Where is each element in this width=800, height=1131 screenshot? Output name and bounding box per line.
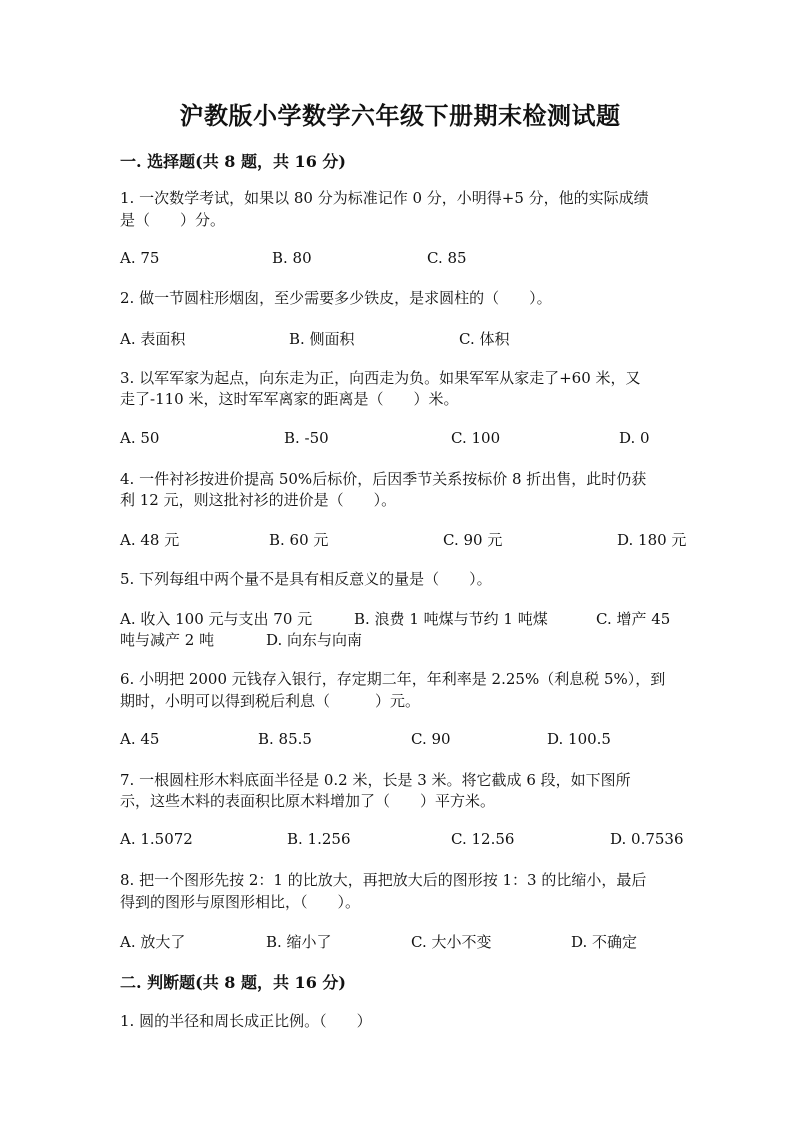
option-c: C. 85: [427, 249, 467, 267]
option-b: B. 1.256: [287, 830, 351, 848]
option-d: D. 向东与向南: [266, 631, 363, 649]
option-d: D. 180 元: [617, 531, 687, 549]
option-c: C. 90: [411, 730, 451, 748]
option-a: A. 45: [120, 730, 160, 748]
option-c: C. 大小不变: [411, 933, 492, 951]
option-c: C. 体积: [459, 330, 510, 348]
option-c-continued: 吨与减产 2 吨: [120, 631, 215, 649]
option-c: C. 90 元: [443, 531, 503, 549]
question-text: 利 12 元，则这批衬衫的进价是（ ）。: [120, 491, 397, 509]
option-b: B. 侧面积: [289, 330, 355, 348]
question-text: 2. 做一节圆柱形烟囱，至少需要多少铁皮，是求圆柱的（ ）。: [120, 289, 552, 307]
option-b: B. 80: [272, 249, 312, 267]
option-c: C. 12.56: [451, 830, 515, 848]
question-text: 5. 下列每组中两个量不是具有相反意义的量是（ ）。: [120, 570, 492, 588]
question-text: 4. 一件衬衫按进价提高 50%后标价，后因季节关系按标价 8 折出售，此时仍获: [120, 470, 647, 488]
question-text: 走了-110 米，这时军军离家的距离是（ ）米。: [120, 390, 459, 408]
option-a: A. 50: [120, 429, 160, 447]
question-text: 1. 圆的半径和周长成正比例。（ ）: [120, 1012, 372, 1030]
question-text: 得到的图形与原图形相比，（ ）。: [120, 893, 361, 911]
question-text: 3. 以军军家为起点，向东走为正，向西走为负。如果军军从家走了+60 米，又: [120, 369, 641, 387]
question-text: 6. 小明把 2000 元钱存入银行，存定期二年，年利率是 2.25%（利息税 5%），到: [120, 670, 666, 688]
section-heading-judgment: 二. 判断题(共 8 题，共 16 分): [120, 973, 346, 992]
option-b: B. 浪费 1 吨煤与节约 1 吨煤: [354, 610, 548, 628]
option-c: C. 100: [451, 429, 501, 447]
question-text: 是（ ）分。: [120, 211, 226, 229]
option-a: A. 表面积: [120, 330, 186, 348]
page-title: 沪教版小学数学六年级下册期末检测试题: [179, 101, 621, 130]
option-a: A. 放大了: [120, 933, 186, 951]
option-a: A. 收入 100 元与支出 70 元: [120, 610, 313, 628]
option-c: C. 增产 45: [596, 610, 671, 628]
option-a: A. 75: [120, 249, 160, 267]
option-d: D. 不确定: [571, 933, 638, 951]
option-b: B. -50: [284, 429, 329, 447]
option-d: D. 100.5: [547, 730, 611, 748]
option-b: B. 缩小了: [266, 933, 332, 951]
question-text: 示，这些木料的表面积比原木料增加了（ ）平方米。: [120, 792, 496, 810]
option-d: D. 0.7536: [610, 830, 684, 848]
option-d: D. 0: [619, 429, 650, 447]
question-text: 1. 一次数学考试，如果以 80 分为标准记作 0 分，小明得+5 分，他的实际成绩: [120, 189, 649, 207]
question-text: 8. 把一个图形先按 2：1 的比放大，再把放大后的图形按 1：3 的比缩小，最后: [120, 871, 647, 889]
option-a: A. 1.5072: [120, 830, 193, 848]
option-b: B. 85.5: [258, 730, 312, 748]
question-text: 7. 一根圆柱形木料底面半径是 0.2 米，长是 3 米。将它截成 6 段，如下图所: [120, 771, 631, 789]
option-b: B. 60 元: [269, 531, 329, 549]
question-text: 期时，小明可以得到税后利息（ ）元。: [120, 692, 421, 710]
section-heading-choice: 一. 选择题(共 8 题，共 16 分): [120, 152, 346, 171]
option-a: A. 48 元: [120, 531, 180, 549]
